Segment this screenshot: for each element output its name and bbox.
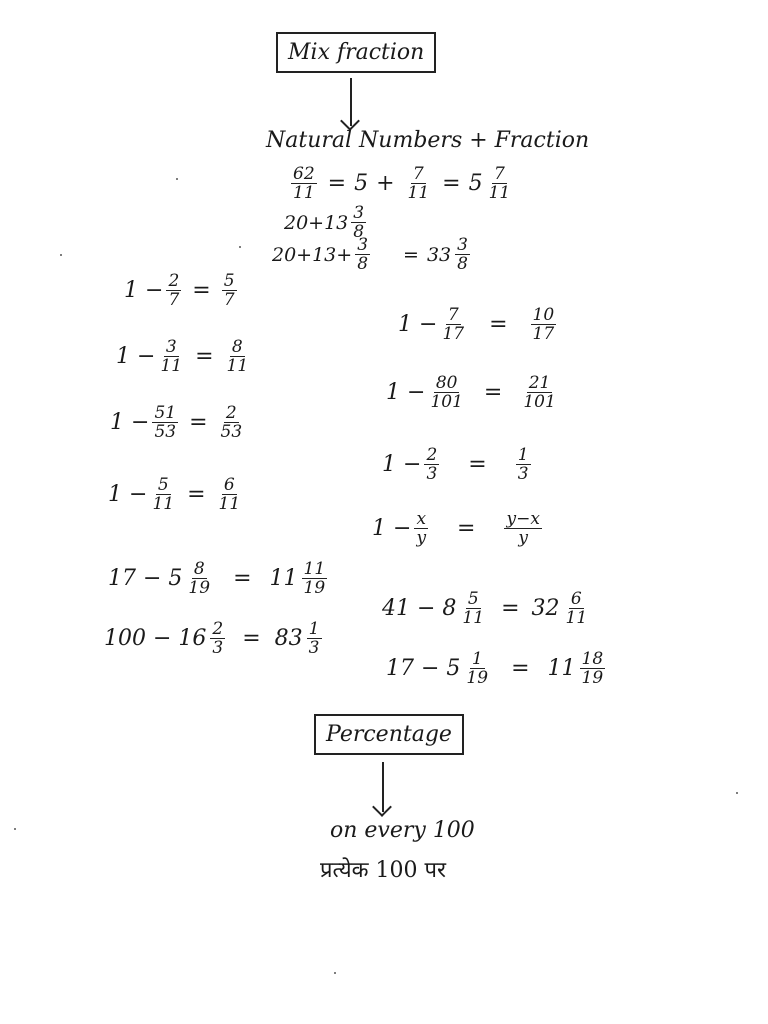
paper-speck [176,178,178,180]
paper-speck [736,792,738,794]
fraction: $\frac{3}{8}$ [457,235,468,274]
down-arrow-icon [382,762,384,812]
down-arrow-icon [350,78,352,126]
fraction: $\frac{3}{8}$ [353,203,365,242]
left-equation-3: 1 − $\frac{51}{53}$ = $\frac{2}{53}$ [110,403,243,442]
paper-speck [14,828,16,830]
right-equation-1: 1 − $\frac{7}{17}$ = $\frac{10}{17}$ [398,305,555,344]
mixed-right-equation-2: 17 − 5 $\frac{1}{19}$ = 11 $\frac{18}{19}$ [386,649,604,688]
fraction: $\frac{7}{11}$ [407,164,430,203]
percentage-english-text: on every 100 [330,818,475,843]
paper-speck [239,246,241,248]
mixed-left-equation-1: 17 − 5 $\frac{8}{19}$ = 11 $\frac{11}{19}$ [108,559,326,598]
percentage-title-box [314,714,464,755]
definition-text: Natural Numbers + Fraction [266,128,590,153]
left-equation-4: 1 − $\frac{5}{11}$ = $\frac{6}{11}$ [108,475,241,514]
intro-equation-2: 20+13 $\frac{3}{8}$ [284,203,365,242]
left-equation-1: 1 − $\frac{2}{7}$ = $\frac{5}{7}$ [124,271,235,310]
percentage-hindi-text: प्रत्येक 100 पर [320,858,447,883]
fraction: $\frac{7}{11}$ [488,164,511,203]
left-equation-2: 1 − $\frac{3}{11}$ = $\frac{8}{11}$ [116,337,249,376]
fraction: $\frac{3}{8}$ [357,235,369,274]
mixed-right-equation-1: 41 − 8 $\frac{5}{11}$ = 32 $\frac{6}{11}$ [382,589,588,628]
paper-speck [334,972,336,974]
intro-equation-3: 20+13+ $\frac{3}{8}$ = 33 $\frac{3}{8}$ [272,235,468,274]
mixed-left-equation-2: 100 − 16 $\frac{2}{3}$ = 83 $\frac{1}{3}$ [104,619,320,658]
fraction: $\frac{62}{11}$ [293,164,315,203]
paper-speck [60,254,62,256]
intro-equation-1: $\frac{62}{11}$ = 5 + $\frac{7}{11}$ = 5 $\frac{7}{11}$ [293,164,511,203]
mix-fraction-title: Mix fraction [288,40,425,65]
percentage-title: Percentage [326,722,452,747]
right-equation-3: 1 − $\frac{2}{3}$ = $\frac{1}{3}$ [382,445,529,484]
mix-fraction-title-box [276,32,436,73]
right-equation-4: 1 − $\frac{x}{y}$ = $\frac{y-x}{y}$ [372,509,540,548]
right-equation-2: 1 − $\frac{80}{101}$ = $\frac{21}{101}$ [386,373,556,412]
